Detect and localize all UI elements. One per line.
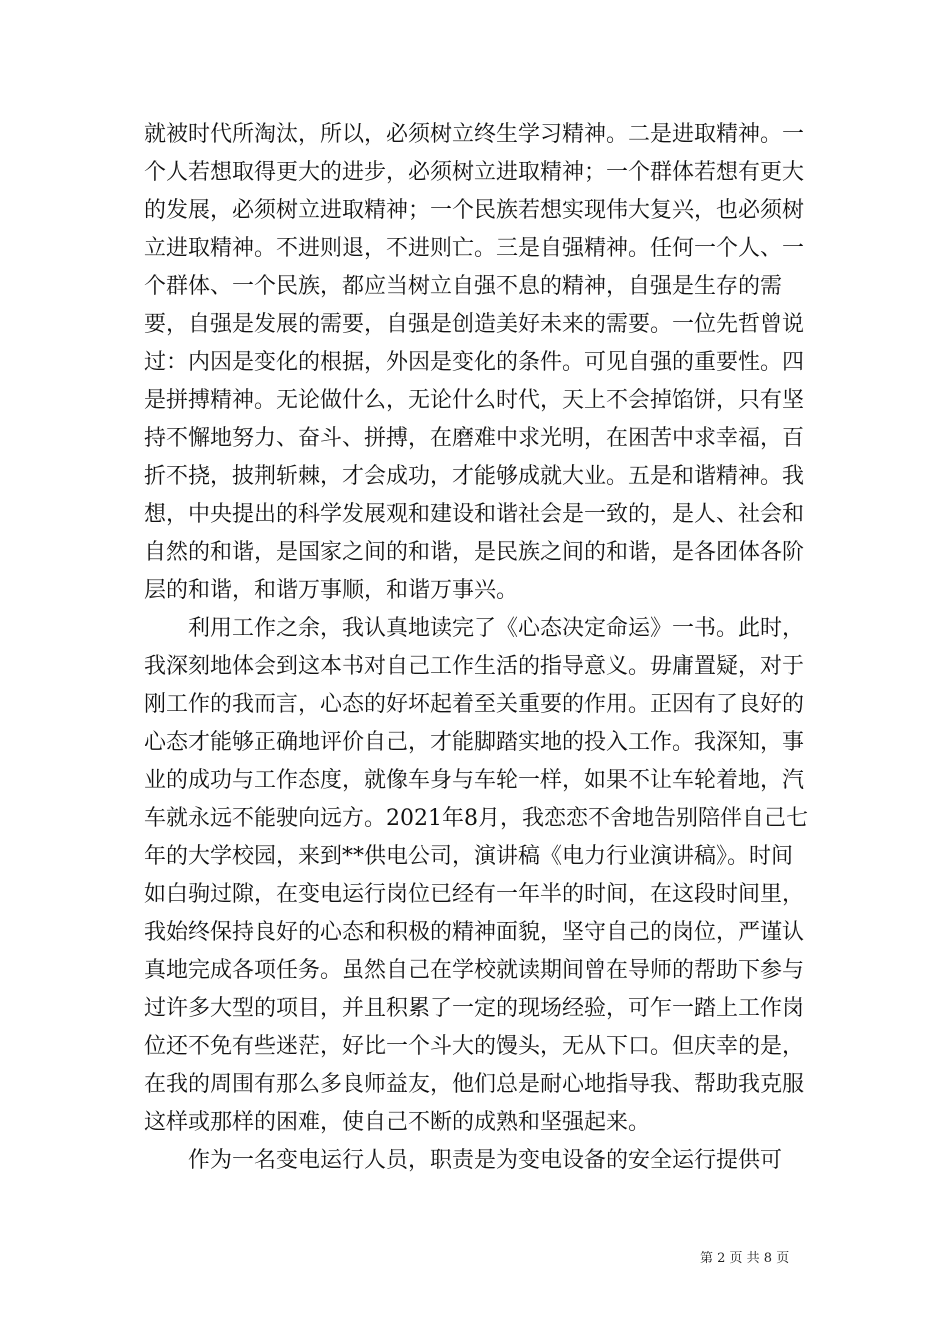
document-body [144, 116, 808, 1180]
paragraph-mindset-book: 利用工作之余，我认真地读完了《心态决定命运》一书。此时，我深刻地体会到这本书对自己工作生活的指导意义。毋庸置疑，对于刚工作的我而言，心态的好坏起着至关重要的作用。正因有了良好的心态才能够正确地评价自己，才能脚踏实地的投入工作。我深知，事业的成功与工作态度，就像车身与车轮一样，如果不让车轮着地，汽车就永远不能驶向远方。2021年8月，我恋恋不舍地告别陪伴自己七年的大学校园，来到**供电公司，演讲稿《电力行业演讲稿》。时间如白驹过隙，在变电运行岗位已经有一年半的时间，在这段时间里，我始终保持良好的心态和积极的精神面貌，坚守自己的岗位，严谨认真地完成各项任务。虽然自己在学校就读期间曾在导师的帮助下参与过许多大型的项目，并且积累了一定的现场经验，可乍一踏上工作岗位还不免有些迷茫，好比一个斗大的馒头，无从下口。但庆幸的是，在我的周围有那么多良师益友，他们总是耐心地指导我、帮助我克服这样或那样的困难，使自己不断的成熟和坚强起来。 [144, 616, 808, 1135]
page-number-footer: 第 2 页 共 8 页 [700, 1251, 790, 1266]
paragraph-substation-duty: 作为一名变电运行人员，职责是为变电设备的安全运行提供可 [188, 1148, 783, 1173]
paragraph-continued: 就被时代所淘汰，所以，必须树立终生学习精神。二是进取精神。一个人若想取得更大的进步，必须树立进取精神；一个群体若想有更大的发展，必须树立进取精神；一个民族若想实现伟大复兴，也必须树立进取精神。不进则退，不进则亡。三是自强精神。任何一个人、一个群体、一个民族，都应当树立自强不息的精神，自强是生存的需要，自强是发展的需要，自强是创造美好未来的需要。一位先哲曾说过：内因是变化的根据，外因是变化的条件。可见自强的重要性。四是拼搏精神。无论做什么，无论什么时代，天上不会掉馅饼，只有坚持不懈地努力、奋斗、拼搏，在磨难中求光明，在困苦中求幸福，百折不挠，披荆斩棘，才会成功，才能够成就大业。五是和谐精神。我想，中央提出的科学发展观和建设和谐社会是一致的，是人、社会和自然的和谐，是国家之间的和谐，是民族之间的和谐，是各团体各阶层的和谐，和谐万事顺，和谐万事兴。 [144, 122, 805, 603]
